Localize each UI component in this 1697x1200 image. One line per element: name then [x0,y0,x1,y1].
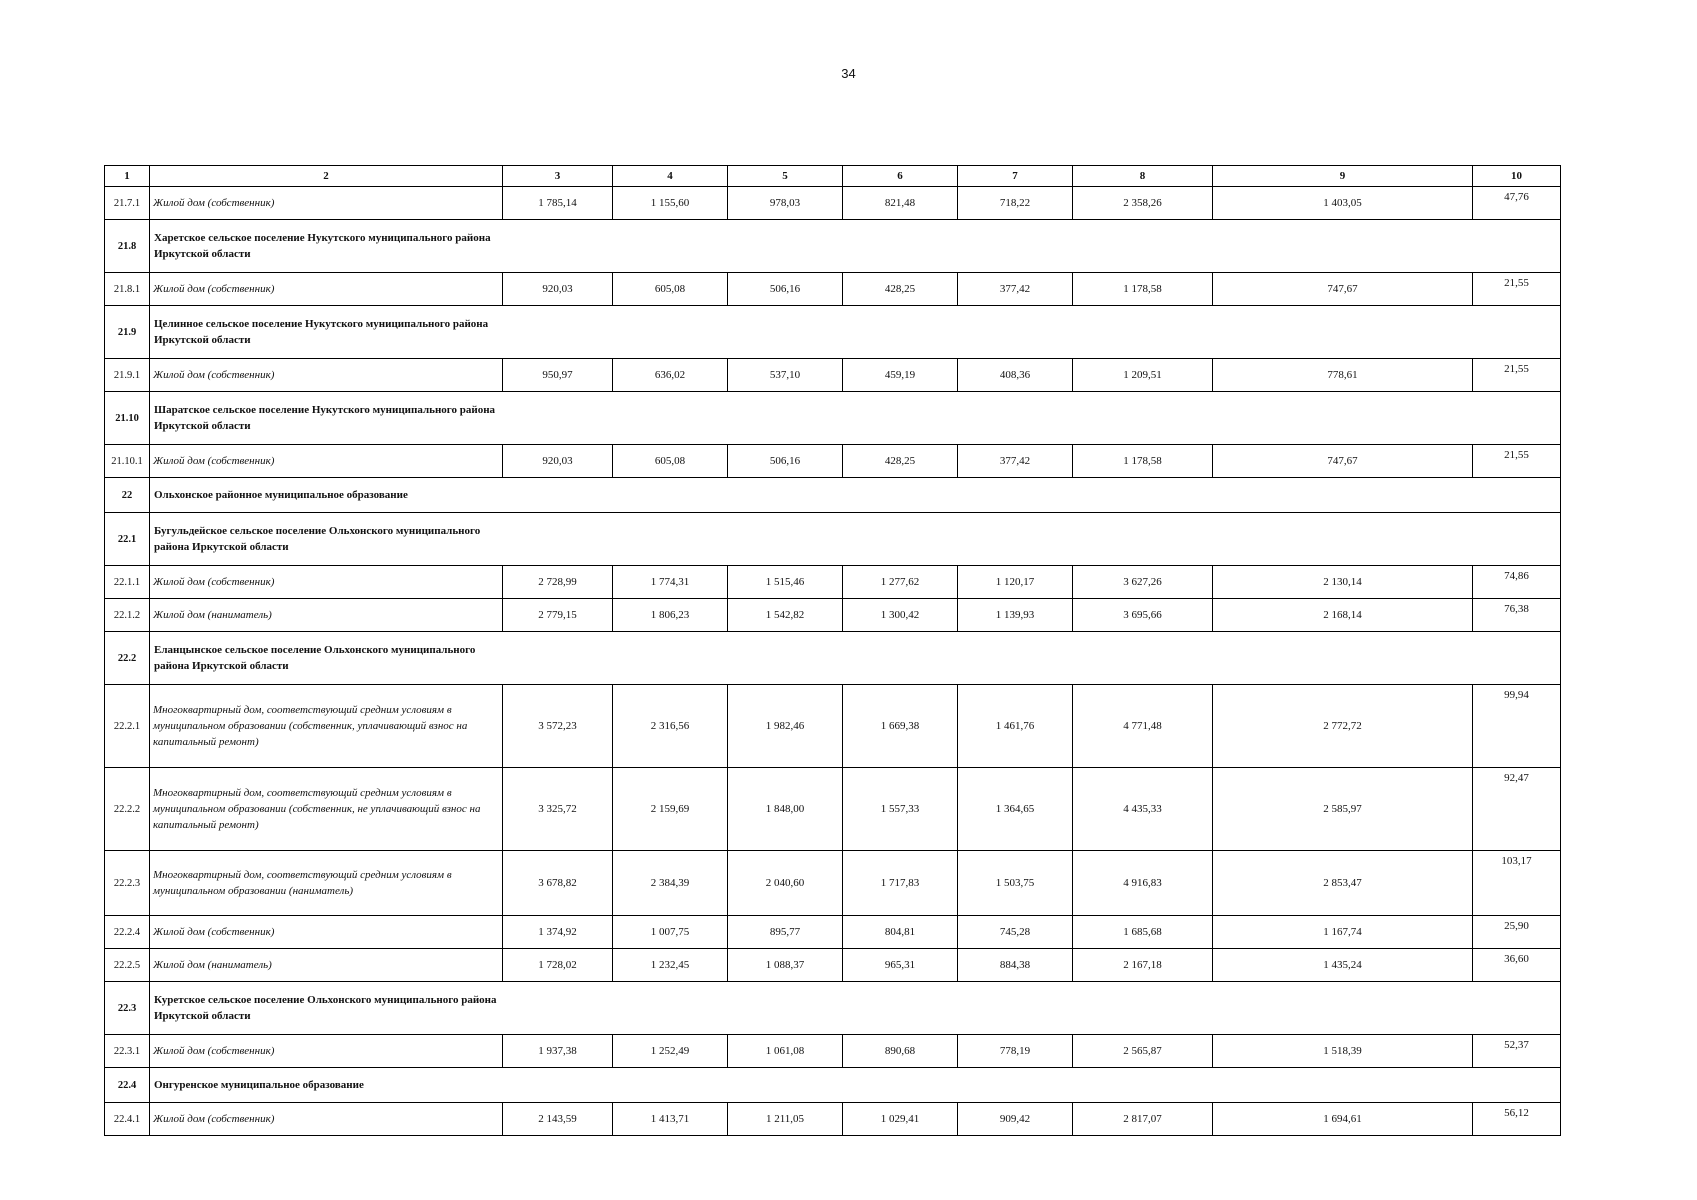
row-code: 22.1.1 [105,566,150,599]
value-cell: 1 007,75 [613,916,728,949]
value-cell: 1 403,05 [1213,187,1473,220]
section-title-cell [150,632,1561,685]
table-row [105,685,1561,768]
value-cell: 537,10 [728,359,843,392]
row-code: 21.9 [105,306,150,359]
row-description: Жилой дом (собственник) [150,359,503,392]
value-cell: 2 853,47 [1213,851,1473,916]
value-cell: 1 518,39 [1213,1035,1473,1068]
row-description: Жилой дом (собственник) [150,445,503,478]
row-description: Жилой дом (собственник) [150,187,503,220]
row-description: Жилой дом (наниматель) [150,949,503,982]
value-cell: 1 300,42 [843,599,958,632]
value-cell: 74,86 [1473,566,1561,599]
value-cell: 747,67 [1213,445,1473,478]
value-cell: 3 678,82 [503,851,613,916]
value-cell: 2 316,56 [613,685,728,768]
value-cell: 56,12 [1473,1103,1561,1136]
value-cell: 1 167,74 [1213,916,1473,949]
section-title: Куретское сельское поселение Ольхонского муниципального района Иркутской области [154,994,497,1022]
value-cell: 1 232,45 [613,949,728,982]
value-cell: 459,19 [843,359,958,392]
row-description: Жилой дом (собственник) [150,1103,503,1136]
value-cell: 2 143,59 [503,1103,613,1136]
value-cell: 92,47 [1473,768,1561,851]
value-cell: 3 325,72 [503,768,613,851]
value-cell: 52,37 [1473,1035,1561,1068]
header-cell: 10 [1473,166,1561,187]
value-cell: 3 572,23 [503,685,613,768]
section-title-cell [150,478,1561,513]
value-cell: 1 848,00 [728,768,843,851]
table-row [105,187,1561,220]
value-cell: 2 040,60 [728,851,843,916]
value-cell: 1 774,31 [613,566,728,599]
value-cell: 1 694,61 [1213,1103,1473,1136]
value-cell: 965,31 [843,949,958,982]
row-description: Жилой дом (собственник) [150,566,503,599]
row-code: 22.2.4 [105,916,150,949]
value-cell: 2 167,18 [1073,949,1213,982]
value-cell: 778,61 [1213,359,1473,392]
section-title: Шаратское сельское поселение Нукутского муниципального района Иркутской области [154,404,496,432]
value-cell: 778,19 [958,1035,1073,1068]
table-row [105,1103,1561,1136]
row-code: 22.4.1 [105,1103,150,1136]
section-row [105,632,1561,685]
value-cell: 1 937,38 [503,1035,613,1068]
row-code: 22.1.2 [105,599,150,632]
value-cell: 1 503,75 [958,851,1073,916]
table-row [105,1035,1561,1068]
value-cell: 1 209,51 [1073,359,1213,392]
header-cell: 9 [1213,166,1473,187]
value-cell: 2 358,26 [1073,187,1213,220]
section-title-cell [150,306,1561,359]
value-cell: 4 916,83 [1073,851,1213,916]
header-cell: 1 [105,166,150,187]
value-cell: 1 542,82 [728,599,843,632]
header-cell: 4 [613,166,728,187]
row-description: Многоквартирный дом, соответствующий средним условиям в муниципальном образовании (наниматель) [150,851,503,916]
value-cell: 978,03 [728,187,843,220]
row-description: Жилой дом (собственник) [150,1035,503,1068]
row-code: 21.8.1 [105,273,150,306]
value-cell: 1 728,02 [503,949,613,982]
value-cell: 2 130,14 [1213,566,1473,599]
value-cell: 103,17 [1473,851,1561,916]
value-cell: 605,08 [613,273,728,306]
row-description: Жилой дом (собственник) [150,273,503,306]
section-title: Ольхонское районное муниципальное образование [154,489,408,501]
value-cell: 99,94 [1473,685,1561,768]
value-cell: 2 817,07 [1073,1103,1213,1136]
value-cell: 76,38 [1473,599,1561,632]
row-code: 21.9.1 [105,359,150,392]
row-description: Жилой дом (наниматель) [150,599,503,632]
value-cell: 408,36 [958,359,1073,392]
row-code: 21.10.1 [105,445,150,478]
row-code: 21.10 [105,392,150,445]
table-row [105,851,1561,916]
value-cell: 745,28 [958,916,1073,949]
value-cell: 506,16 [728,273,843,306]
section-title-cell [150,513,1561,566]
header-cell: 7 [958,166,1073,187]
section-row [105,1068,1561,1103]
value-cell: 1 435,24 [1213,949,1473,982]
section-row [105,982,1561,1035]
value-cell: 1 685,68 [1073,916,1213,949]
value-cell: 1 515,46 [728,566,843,599]
value-cell: 890,68 [843,1035,958,1068]
value-cell: 605,08 [613,445,728,478]
table-row [105,916,1561,949]
table-row [105,273,1561,306]
section-title-cell [150,392,1561,445]
value-cell: 821,48 [843,187,958,220]
value-cell: 2 565,87 [1073,1035,1213,1068]
value-cell: 4 435,33 [1073,768,1213,851]
row-code: 22.2.3 [105,851,150,916]
section-title: Онгуренское муниципальное образование [154,1079,364,1091]
value-cell: 2 384,39 [613,851,728,916]
row-description: Жилой дом (собственник) [150,916,503,949]
value-cell: 1 669,38 [843,685,958,768]
section-title: Еланцынское сельское поселение Ольхонского муниципального района Иркутской области [154,644,476,672]
section-row [105,478,1561,513]
value-cell: 804,81 [843,916,958,949]
value-cell: 1 374,92 [503,916,613,949]
value-cell: 1 120,17 [958,566,1073,599]
table-row [105,566,1561,599]
value-cell: 909,42 [958,1103,1073,1136]
header-cell: 5 [728,166,843,187]
row-code: 22.3.1 [105,1035,150,1068]
value-cell: 428,25 [843,445,958,478]
value-cell: 920,03 [503,273,613,306]
value-cell: 920,03 [503,445,613,478]
value-cell: 1 139,93 [958,599,1073,632]
value-cell: 1 252,49 [613,1035,728,1068]
value-cell: 377,42 [958,273,1073,306]
row-description: Многоквартирный дом, соответствующий средним условиям в муниципальном образовании (собственник, уплачивающий взнос на капитальный ремонт) [150,685,503,768]
section-row [105,513,1561,566]
value-cell: 1 277,62 [843,566,958,599]
header-cell: 8 [1073,166,1213,187]
row-code: 22.4 [105,1068,150,1103]
row-description: Многоквартирный дом, соответствующий средним условиям в муниципальном образовании (собственник, не уплачивающий взнос на капитальный ремонт) [150,768,503,851]
value-cell: 377,42 [958,445,1073,478]
header-cell: 6 [843,166,958,187]
section-title-cell [150,220,1561,273]
value-cell: 1 806,23 [613,599,728,632]
column-number-header-row [105,166,1561,187]
value-cell: 1 413,71 [613,1103,728,1136]
value-cell: 1 155,60 [613,187,728,220]
value-cell: 636,02 [613,359,728,392]
section-row [105,392,1561,445]
tariff-table [104,165,1561,1136]
value-cell: 1 557,33 [843,768,958,851]
value-cell: 2 168,14 [1213,599,1473,632]
table-row [105,949,1561,982]
value-cell: 506,16 [728,445,843,478]
value-cell: 21,55 [1473,273,1561,306]
row-code: 22.1 [105,513,150,566]
page-number: 34 [841,66,856,81]
value-cell: 950,97 [503,359,613,392]
row-code: 21.7.1 [105,187,150,220]
value-cell: 36,60 [1473,949,1561,982]
value-cell: 1 982,46 [728,685,843,768]
value-cell: 2 159,69 [613,768,728,851]
value-cell: 21,55 [1473,445,1561,478]
row-code: 21.8 [105,220,150,273]
value-cell: 1 088,37 [728,949,843,982]
value-cell: 1 178,58 [1073,273,1213,306]
value-cell: 2 585,97 [1213,768,1473,851]
value-cell: 895,77 [728,916,843,949]
value-cell: 2 772,72 [1213,685,1473,768]
header-cell: 3 [503,166,613,187]
value-cell: 1 061,08 [728,1035,843,1068]
value-cell: 747,67 [1213,273,1473,306]
table-row [105,768,1561,851]
row-code: 22 [105,478,150,513]
value-cell: 3 695,66 [1073,599,1213,632]
table-row [105,599,1561,632]
value-cell: 3 627,26 [1073,566,1213,599]
value-cell: 1 211,05 [728,1103,843,1136]
section-title-cell [150,1068,1561,1103]
value-cell: 2 728,99 [503,566,613,599]
row-code: 22.2.1 [105,685,150,768]
table-row [105,445,1561,478]
value-cell: 428,25 [843,273,958,306]
row-code: 22.2 [105,632,150,685]
value-cell: 1 461,76 [958,685,1073,768]
section-row [105,306,1561,359]
value-cell: 1 029,41 [843,1103,958,1136]
value-cell: 1 717,83 [843,851,958,916]
section-title-cell [150,982,1561,1035]
section-title: Харетское сельское поселение Нукутского муниципального района Иркутской области [154,232,491,260]
table-row [105,359,1561,392]
row-code: 22.2.2 [105,768,150,851]
value-cell: 884,38 [958,949,1073,982]
value-cell: 718,22 [958,187,1073,220]
row-code: 22.3 [105,982,150,1035]
value-cell: 1 785,14 [503,187,613,220]
value-cell: 47,76 [1473,187,1561,220]
value-cell: 1 178,58 [1073,445,1213,478]
value-cell: 21,55 [1473,359,1561,392]
header-cell: 2 [150,166,503,187]
section-row [105,220,1561,273]
value-cell: 1 364,65 [958,768,1073,851]
row-code: 22.2.5 [105,949,150,982]
section-title: Бугульдейское сельское поселение Ольхонского муниципального района Иркутской области [154,525,481,553]
value-cell: 25,90 [1473,916,1561,949]
value-cell: 4 771,48 [1073,685,1213,768]
value-cell: 2 779,15 [503,599,613,632]
section-title: Целинное сельское поселение Нукутского муниципального района Иркутской области [154,318,489,346]
